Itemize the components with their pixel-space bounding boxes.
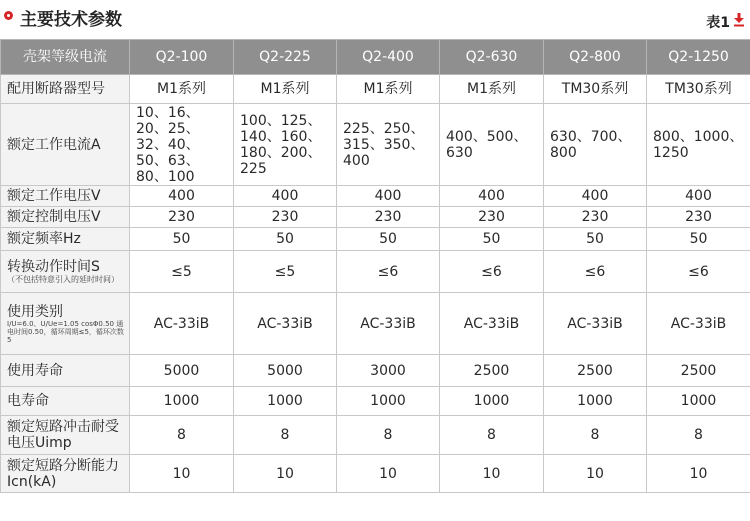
row-label [1, 251, 130, 293]
table-cell: 400 [234, 186, 337, 207]
table-cell: 1000 [440, 387, 544, 416]
column-header: Q2-225 [234, 40, 337, 75]
table-cell: ≤6 [647, 251, 750, 293]
table-cell: 400 [544, 186, 647, 207]
table-cell: 8 [440, 416, 544, 455]
table-cell: 1000 [647, 387, 750, 416]
table-cell: ≤5 [130, 251, 234, 293]
table-cell: 230 [234, 207, 337, 228]
table-cell: AC-33iB [544, 293, 647, 355]
download-icon[interactable] [734, 13, 744, 27]
row-label: 额定短路冲击耐受电压Uimp [1, 416, 130, 455]
row-label: 额定短路分断能力Icn(kA) [1, 455, 130, 493]
table-cell: AC-33iB [234, 293, 337, 355]
table-cell: 1000 [234, 387, 337, 416]
section-header [0, 0, 750, 36]
table-row [1, 387, 750, 416]
table-cell: ≤5 [234, 251, 337, 293]
table-cell: 1000 [337, 387, 440, 416]
table-row [1, 186, 750, 207]
table-cell: 10 [440, 455, 544, 493]
table-cell: 8 [337, 416, 440, 455]
table-cell: 2500 [544, 355, 647, 387]
table-cell: 10 [234, 455, 337, 493]
parameter-table [0, 39, 750, 493]
table-cell: 230 [440, 207, 544, 228]
table-cell: 100、125、140、160、180、200、225 [234, 104, 337, 186]
table-cell: 10 [647, 455, 750, 493]
table-cell: 800、1000、1250 [647, 104, 750, 186]
row-label: 额定频率Hz [1, 228, 130, 251]
table-cell: 50 [647, 228, 750, 251]
table-cell: AC-33iB [440, 293, 544, 355]
table-cell: 3000 [337, 355, 440, 387]
table-cell: 10 [544, 455, 647, 493]
row-label: 额定工作电压V [1, 186, 130, 207]
table-cell: 2500 [440, 355, 544, 387]
table-cell: M1系列 [130, 75, 234, 104]
column-header: Q2-100 [130, 40, 234, 75]
column-header: Q2-400 [337, 40, 440, 75]
table-cell: AC-33iB [647, 293, 750, 355]
row-label: 使用寿命 [1, 355, 130, 387]
column-header: Q2-800 [544, 40, 647, 75]
column-header: Q2-1250 [647, 40, 750, 75]
table-cell: 1000 [130, 387, 234, 416]
table-cell: 8 [234, 416, 337, 455]
row-label [1, 293, 130, 355]
table-cell: 10、16、20、25、32、40、50、63、80、100 [130, 104, 234, 186]
table-cell: 8 [130, 416, 234, 455]
table-cell: 230 [544, 207, 647, 228]
header-frame-current: 壳架等级电流 [1, 40, 130, 75]
column-header: Q2-630 [440, 40, 544, 75]
row-label-text: 使用类别 [7, 303, 63, 320]
table-cell: 400 [440, 186, 544, 207]
table-number: 表1 [706, 15, 730, 31]
table-cell: 230 [647, 207, 750, 228]
table-cell: 400、500、630 [440, 104, 544, 186]
table-row [1, 251, 750, 293]
row-label: 额定控制电压V [1, 207, 130, 228]
table-header-row [1, 40, 750, 75]
table-cell: ≤6 [544, 251, 647, 293]
table-row [1, 228, 750, 251]
table-row [1, 207, 750, 228]
table-cell: 10 [130, 455, 234, 493]
table-cell: M1系列 [337, 75, 440, 104]
table-row [1, 416, 750, 455]
table-row [1, 455, 750, 493]
table-cell: 230 [130, 207, 234, 228]
table-cell: 400 [130, 186, 234, 207]
row-sublabel: I/U=6.0、U/Ue=1.05 cosΦ0.50 通电时间0.50，循环周期≤5，循环次数5 [7, 319, 124, 344]
table-cell: TM30系列 [647, 75, 750, 104]
table-cell: 8 [647, 416, 750, 455]
table-cell: 50 [440, 228, 544, 251]
table-cell: AC-33iB [337, 293, 440, 355]
table-cell: 10 [337, 455, 440, 493]
bullet-icon [4, 11, 13, 20]
table-cell: 400 [647, 186, 750, 207]
table-cell: ≤6 [440, 251, 544, 293]
row-label: 配用断路器型号 [1, 75, 130, 104]
table-row [1, 104, 750, 186]
table-cell: 630、700、800 [544, 104, 647, 186]
table-cell: 5000 [130, 355, 234, 387]
table-cell: 50 [544, 228, 647, 251]
row-label: 电寿命 [1, 387, 130, 416]
table-cell: 230 [337, 207, 440, 228]
table-cell: 50 [337, 228, 440, 251]
row-label-text: 转换动作时间S [7, 259, 100, 275]
table-row [1, 75, 750, 104]
table-cell: 1000 [544, 387, 647, 416]
table-cell: TM30系列 [544, 75, 647, 104]
table-cell: 225、250、315、350、400 [337, 104, 440, 186]
table-cell: 400 [337, 186, 440, 207]
table-cell: 8 [544, 416, 647, 455]
section-title: 主要技术参数 [20, 10, 122, 30]
table-cell: 50 [234, 228, 337, 251]
row-sublabel: （不包括特意引入的延时时间） [7, 275, 119, 284]
table-row [1, 293, 750, 355]
table-row [1, 355, 750, 387]
table-cell: AC-33iB [130, 293, 234, 355]
table-cell: ≤6 [337, 251, 440, 293]
table-cell: 2500 [647, 355, 750, 387]
table-cell: M1系列 [234, 75, 337, 104]
table-cell: M1系列 [440, 75, 544, 104]
table-cell: 5000 [234, 355, 337, 387]
table-cell: 50 [130, 228, 234, 251]
row-label: 额定工作电流A [1, 104, 130, 186]
